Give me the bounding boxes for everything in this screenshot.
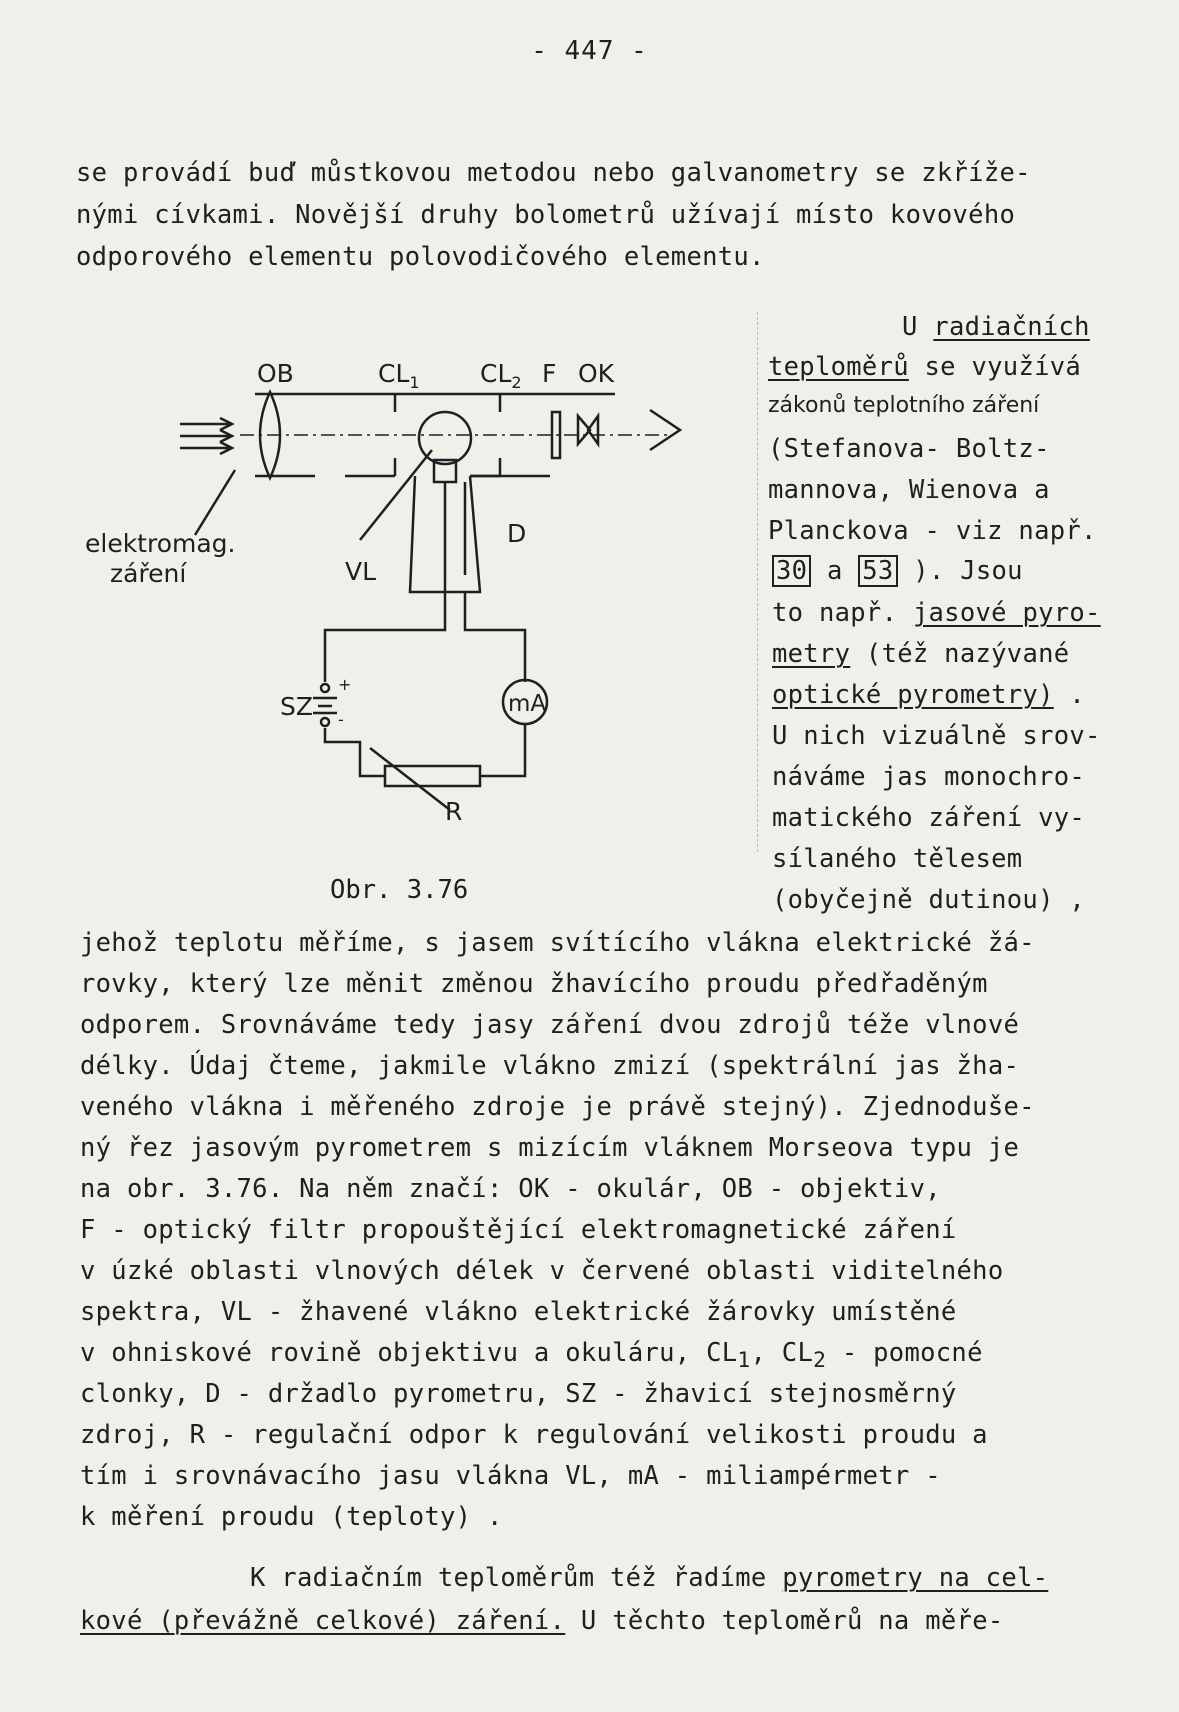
pyrometer-diagram [70,330,750,850]
text-line: (Stefanova- Boltz- [768,434,1050,464]
text-line: délky. Údaj čteme, jakmile vlákno zmizí (spektrální jas žha- [80,1051,1020,1081]
text-line: clonky, D - držadlo pyrometru, SZ - žhavicí stejnosměrný [80,1379,957,1409]
text-line: Planckova - viz např. [768,516,1097,546]
label-milliammeter: mA [508,691,547,717]
text-line: nými cívkami. Novější druhy bolometrů užívají místo kovového [76,200,1016,230]
text-line: U radiačních [902,312,1090,342]
citation-ref: 30 [772,555,811,587]
text-line: veného vlákna i měřeného zdroje je právě stejný). Zjednoduše- [80,1092,1035,1122]
label-filament: VL [345,557,377,586]
text-line: k měření proudu (teploty) . [80,1502,503,1532]
text-line: na obr. 3.76. Na něm značí: OK - okulár, OB - objektiv, [80,1174,941,1204]
text-line: jehož teplotu měříme, s jasem svítícího vlákna elektrické žá- [80,928,1035,958]
text-line: odporem. Srovnáváme tedy jasy záření dvou zdrojů téže vlnové [80,1010,1020,1040]
text-line: kové (převážně celkové) záření. U těchto teploměrů na měře- [80,1606,1004,1636]
label-radiation-2: záření [110,559,187,588]
text-line: matického záření vy- [772,803,1086,833]
text-line: rovky, který lze měnit změnou žhavícího proudu předřaděným [80,969,988,999]
label-handle: D [507,519,527,548]
text-line: teploměrů se využívá [768,352,1082,382]
label-source: SZ [280,692,313,721]
text-line: odporového elementu polovodičového elementu. [76,242,765,272]
label-resistor: R [445,797,463,826]
label-plus: + [338,675,352,694]
text-line: K radiačním teploměrům též řadíme pyrometry na cel- [250,1563,1049,1593]
label-filter: F [542,359,557,388]
text-line: 30 a 53 ). Jsou [772,555,1023,587]
text-line: ný řez jasovým pyrometrem s mizícím vláknem Morseova typu je [80,1133,1020,1163]
citation-ref: 53 [858,555,897,587]
label-minus: - [338,710,344,729]
text-line: spektra, VL - žhavené vlákno elektrické žárovky umístěné [80,1297,957,1327]
label-diaphragm-1: $CL_1$ [378,359,420,392]
label-eyepiece: OK [578,359,615,388]
label-radiation-1: elektromag. [85,529,236,558]
text-line: se provádí buď můstkovou metodou nebo galvanometry se zkříže- [76,158,1031,188]
text-line: sílaného tělesem [772,844,1023,874]
text-line: (obyčejně dutinou) , [772,885,1086,915]
text-line: mannova, Wienova a [768,475,1050,505]
text-line: zdroj, R - regulační odpor k regulování velikosti proudu a [80,1420,988,1450]
column-divider [757,312,758,852]
text-line: optické pyrometry) . [772,680,1086,710]
figure-caption: Obr. 3.76 [330,875,469,905]
text-line: v úzké oblasti vlnových délek v červené oblasti viditelného [80,1256,1004,1286]
text-line: náváme jas monochro- [772,762,1086,792]
text-line: F - optický filtr propouštějící elektromagnetické záření [80,1215,957,1245]
text-line: U nich vizuálně srov- [772,721,1101,751]
text-line: tím i srovnávacího jasu vlákna VL, mA - miliampérmetr - [80,1461,941,1491]
page-number: - 447 - [531,36,648,66]
text-line: v ohniskové rovině objektivu a okuláru, $CL_1$, $CL_2$ - pomocné [80,1338,983,1374]
text-line: to např. jasové pyro- [772,598,1101,628]
text-line: zákonů teplotního záření [768,393,1040,418]
label-objective: OB [257,359,294,388]
label-diaphragm-2: $CL_2$ [480,359,522,392]
text-line: metry (též nazývané [772,639,1070,669]
